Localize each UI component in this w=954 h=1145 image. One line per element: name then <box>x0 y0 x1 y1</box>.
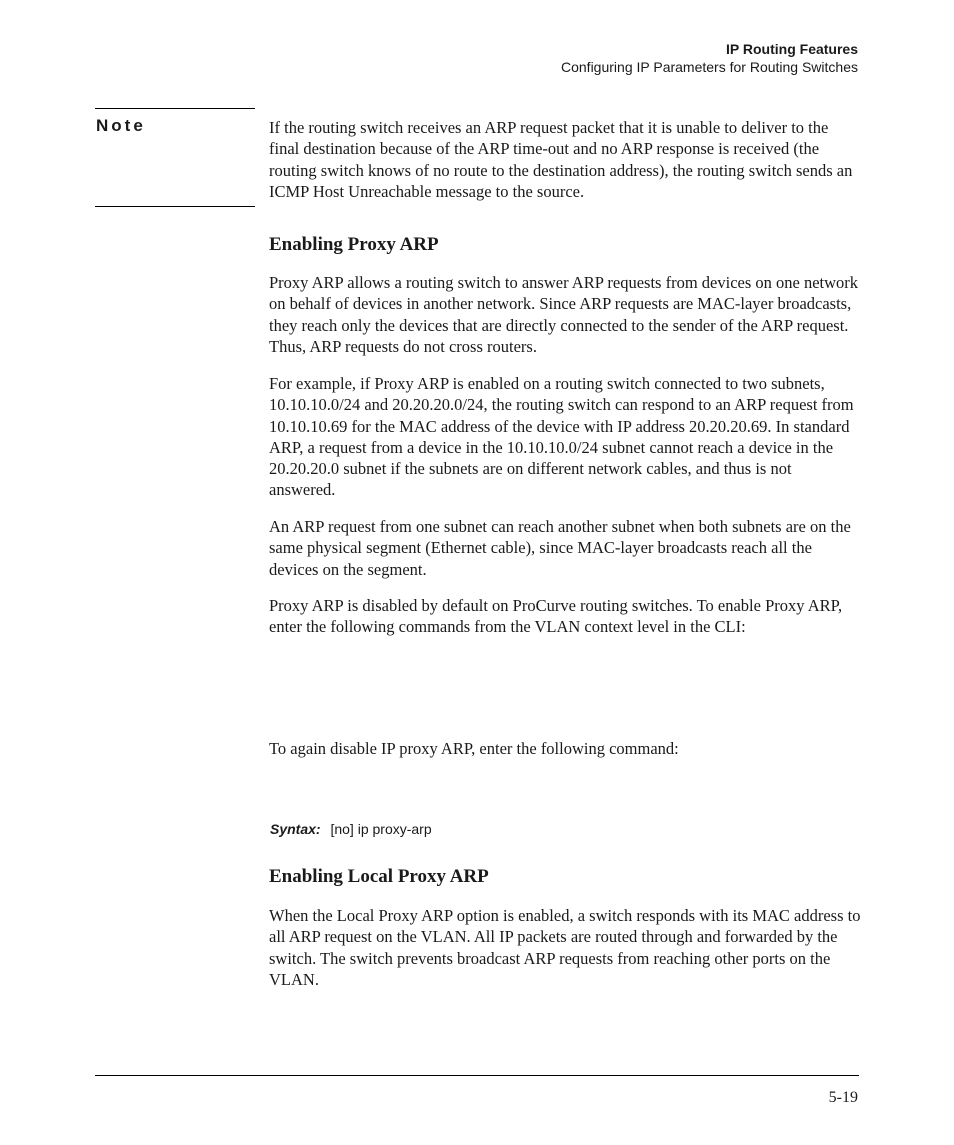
proxy-arp-paragraph-3: An ARP request from one subnet can reach another subnet when both subnets are on the same physical segment (Ethernet cable), since MAC-layer broadcasts reach all the devices on the segment. <box>269 517 851 579</box>
syntax-command: [no] ip proxy-arp <box>330 821 432 837</box>
proxy-arp-paragraph-4: Proxy ARP is disabled by default on ProCurve routing switches. To enable Proxy ARP, enter the following commands from the VLAN context level in the CLI: <box>269 596 843 637</box>
chapter-title: IP Routing Features <box>726 41 858 57</box>
local-proxy-arp-paragraph: When the Local Proxy ARP option is enabled, a switch responds with its MAC address to all ARP request on the VLAN. All IP packets are routed through and forwarded by the switch. The switch prevents broadcast ARP requests from reaching other ports on the VLAN. <box>269 906 861 989</box>
note-bottom-rule <box>95 206 255 207</box>
syntax-line <box>270 820 432 838</box>
note-text: If the routing switch receives an ARP request packet that it is unable to deliver to the final destination because of the ARP time-out and no ARP response is received (the routing switch knows of no route to the destination address), the routing switch sends an ICMP Host Unreachable message to the source. <box>269 118 853 201</box>
running-header <box>561 40 858 76</box>
note-label: Note <box>96 116 146 135</box>
proxy-arp-paragraph-2: For example, if Proxy ARP is enabled on a routing switch connected to two subnets, 10.10.10.0/24 and 20.20.20.0/24, the routing switch can respond to an ARP request from 10.10.10.69 for the MAC address of the device with IP address 20.20.20.69. In standard ARP, a request from a device in the 10.10.10.0/24 subnet cannot reach a device in the 20.20.20.0 subnet if the subnets are on different network cables, and thus is not answered. <box>269 374 854 500</box>
footer-rule <box>95 1075 859 1076</box>
page-number: 5-19 <box>828 1089 858 1106</box>
proxy-arp-paragraph-5: To again disable IP proxy ARP, enter the following command: <box>269 739 679 758</box>
proxy-arp-paragraph-1: Proxy ARP allows a routing switch to answer ARP requests from devices on one network on behalf of devices in another network. Since ARP requests are MAC-layer broadcasts, they reach only the devices that are directly connected to the sender of the ARP request. Thus, ARP requests do not cross routers. <box>269 273 859 356</box>
section-title: Configuring IP Parameters for Routing Switches <box>561 59 858 75</box>
note-top-rule <box>95 108 255 109</box>
proxy-arp-heading: Enabling Proxy ARP <box>269 234 439 255</box>
syntax-label: Syntax: <box>270 821 321 837</box>
local-proxy-arp-heading: Enabling Local Proxy ARP <box>269 866 489 887</box>
